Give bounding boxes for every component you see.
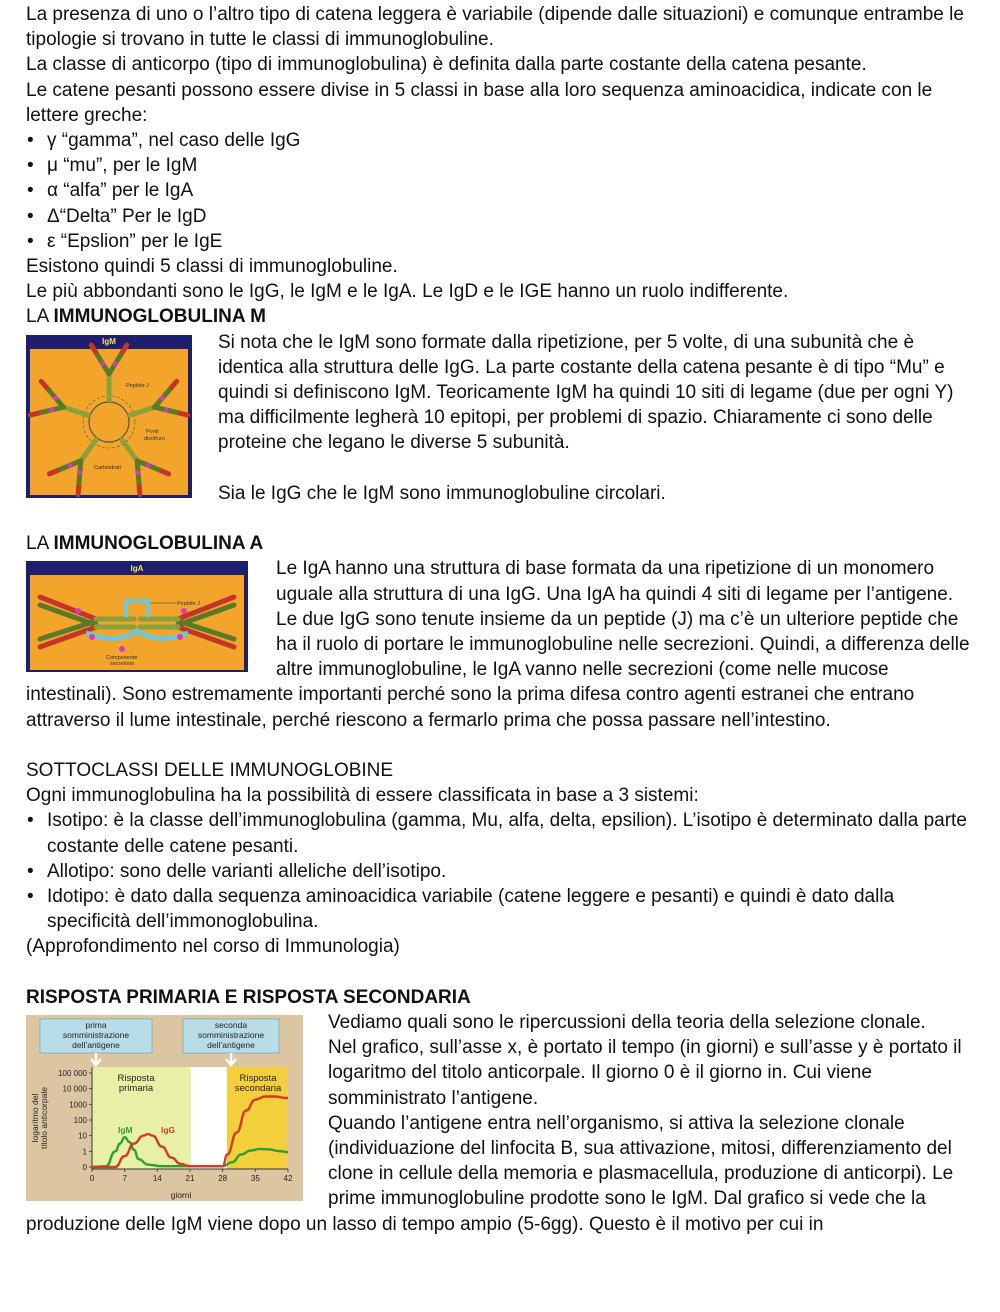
x-tick-label: 21 [185, 1174, 195, 1184]
x-tick-label: 7 [122, 1174, 127, 1184]
list-item: • Isotipo: è la classe dell’immunoglobulina (gamma, Mu, alfa, delta, epsilion). L’isotipo è determinato dalla parte costante delle catene pesanti. [26, 808, 976, 858]
paragraph: Vediamo quali sono le ripercussioni della teoria della selezione clonale. [328, 1012, 926, 1034]
annotation-prima-line2: somministrazione [62, 1030, 130, 1041]
chart-svg [26, 1015, 303, 1201]
list-item: • ε “Epslion” per le IgE [26, 229, 976, 254]
list-item: • α “alfa” per le IgA [26, 178, 976, 203]
region-label-secondary-1: Risposta [239, 1073, 277, 1085]
y-tick-label: 10 000 [62, 1084, 87, 1094]
paragraph: Ogni immunoglobulina ha la possibilità di essere classificata in base a 3 sistemi: [26, 785, 699, 807]
antibody-response-chart [26, 1015, 303, 1201]
annotation-prima-line3: dell’antigene [72, 1040, 120, 1051]
annotation-seconda-line2: somministrazione [197, 1030, 265, 1041]
iga-label-componente: Componente [106, 655, 138, 662]
heavy-chain-class-list [26, 128, 976, 254]
iga-figure-title: IgA [130, 564, 144, 574]
paragraph: (Approfondimento nel corso di Immunologia) [26, 936, 400, 958]
igm-label-ponti: Ponti [146, 428, 159, 435]
y-axis-label-2: titolo anticorpale [39, 1087, 49, 1150]
paragraph: La classe di anticorpo (tipo di immunoglobulina) è definita dalla parte costante della catena pesante. [26, 54, 867, 76]
section-heading-iga: LA IMMUNOGLOBULINA A [26, 533, 264, 555]
x-tick-label: 28 [218, 1174, 228, 1184]
paragraph: Le IgA hanno una struttura di base formata da una ripetizione di un monomero uguale alla struttura di una IgG. Una IgA ha quindi 4 siti di legame per l’antigene. Le due IgG sono tenute insieme da un peptide (J) ma c’è un ulteriore peptide che ha il ruolo di portare le immunoglobuline nelle secrezioni. Quindi, a differenza delle altre immunoglobuline, le IgA vanno nelle secrezioni (come nelle mucose intestinali). Sono estremamente importanti perché sono la prima difesa contro agenti estranei che entrano attraverso il lume intestinale, perché riescono a fermarlo prima che possa passare nell’intestino. [26, 558, 970, 731]
region-label-primary-2: primaria [118, 1083, 154, 1095]
iga-figure [26, 561, 248, 672]
igm-label-disolfuro: disolfuro [144, 435, 165, 442]
section-heading-igm: LA IMMUNOGLOBULINA M [26, 306, 266, 328]
igm-label-peptide: Peptide J [126, 382, 149, 389]
annotation-seconda-line1: seconda [214, 1020, 248, 1031]
list-item: • μ “mu”, per le IgM [26, 153, 976, 178]
igm-figure [26, 335, 192, 498]
y-tick-label: 1 [82, 1147, 87, 1157]
y-tick-label: 1000 [69, 1100, 87, 1110]
list-item: • Idotipo: è dato dalla sequenza aminoacidica variabile (catene leggere e pesanti) e quindi è dato dalla specificità dell’immonoglobulina. [26, 884, 976, 934]
annotation-prima-line1: prima [85, 1020, 107, 1031]
paragraph: Quando l’antigene entra nell’organismo, si attiva la selezione clonale (individuazione del linfocita B, sua attivazione, mitosi, differenziamento del clone in cellule della memoria e plasmacellula, produzione di anticorpi). Le prime immunoglobuline prodotte sono le IgM. Dal grafico si vede che la produzione delle IgM viene dopo un lasso di tempo ampio (5-6gg). Questo è il motivo per cui in [26, 1112, 954, 1235]
series-label-igm: IgM [118, 1125, 133, 1136]
y-tick-label: 100 000 [58, 1069, 87, 1079]
x-tick-label: 14 [152, 1174, 162, 1184]
list-item: • γ “gamma”, nel caso delle IgG [26, 128, 976, 153]
region-label-primary-1: Risposta [117, 1073, 155, 1085]
paragraph: Sia le IgG che le IgM sono immunoglobuline circolari. [218, 482, 666, 504]
section-heading-response: RISPOSTA PRIMARIA E RISPOSTA SECONDARIA [26, 986, 471, 1008]
paragraph: Si nota che le IgM sono formate dalla ripetizione, per 5 volte, di una subunità che è identica alla struttura delle IgG. La parte costante della catena pesante è di tipo “Mu” e quindi si definiscono IgM. Teoricamente IgM ha quindi 10 siti di legame (due per ogni Y) ma difficilmente legherà 10 epitopi, per problemi di spazio. Chiaramente ci sono delle proteine che legano le diverse 5 subunità. [218, 331, 954, 454]
series-label-igg: IgG [161, 1125, 176, 1136]
document-page [26, 2, 976, 1237]
region-label-secondary-2: secondaria [234, 1083, 282, 1095]
y-axis-label-1: logaritmo del [30, 1093, 40, 1143]
igm-figure-title: IgM [102, 336, 116, 346]
annotation-seconda-line3: dell’antigene [207, 1040, 255, 1051]
list-item: • Allotipo: sono delle varianti alleliche dell’isotipo. [26, 859, 976, 884]
list-item: • Δ“Delta” Per le IgD [26, 204, 976, 229]
x-tick-label: 42 [283, 1174, 293, 1184]
paragraph: Le catene pesanti possono essere divise in 5 classi in base alla loro sequenza aminoacidica, indicate con le lettere greche: [26, 79, 933, 126]
y-tick-label: 0 [82, 1163, 87, 1173]
x-tick-label: 0 [89, 1174, 95, 1184]
iga-label-secretorio: secretorio [110, 661, 135, 668]
paragraph: La presenza di uno o l’altro tipo di catena leggera è variabile (dipende dalle situazioni) e comunque entrambe le tipologie si trovano in tutte le classi di immunoglobuline. [26, 4, 964, 51]
paragraph: Esistono quindi 5 classi di immunoglobuline. [26, 256, 398, 278]
paragraph: Le più abbondanti sono le IgG, le IgM e le IgA. Le IgD e le IGE hanno un ruolo indifferente. [26, 281, 789, 303]
section-heading-subclasses: SOTTOCLASSI DELLE IMMUNOGLOBINE [26, 760, 394, 782]
x-tick-label: 35 [250, 1174, 260, 1184]
iga-label-peptide: Peptide J [177, 601, 200, 608]
paragraph: Nel grafico, sull’asse x, è portato il tempo (in giorni) e sull’asse y è portato il logaritmo del titolo anticorpale. Il giorno 0 è il giorno in. Cui viene somministrato l’antigene. [328, 1037, 962, 1109]
x-axis-label: giorni [170, 1190, 192, 1201]
classification-list [26, 808, 976, 934]
gap-region [191, 1067, 227, 1169]
igm-label-carboidrati: Carboidrati [94, 464, 121, 471]
y-tick-label: 10 [78, 1131, 87, 1141]
y-tick-label: 100 [73, 1116, 87, 1126]
